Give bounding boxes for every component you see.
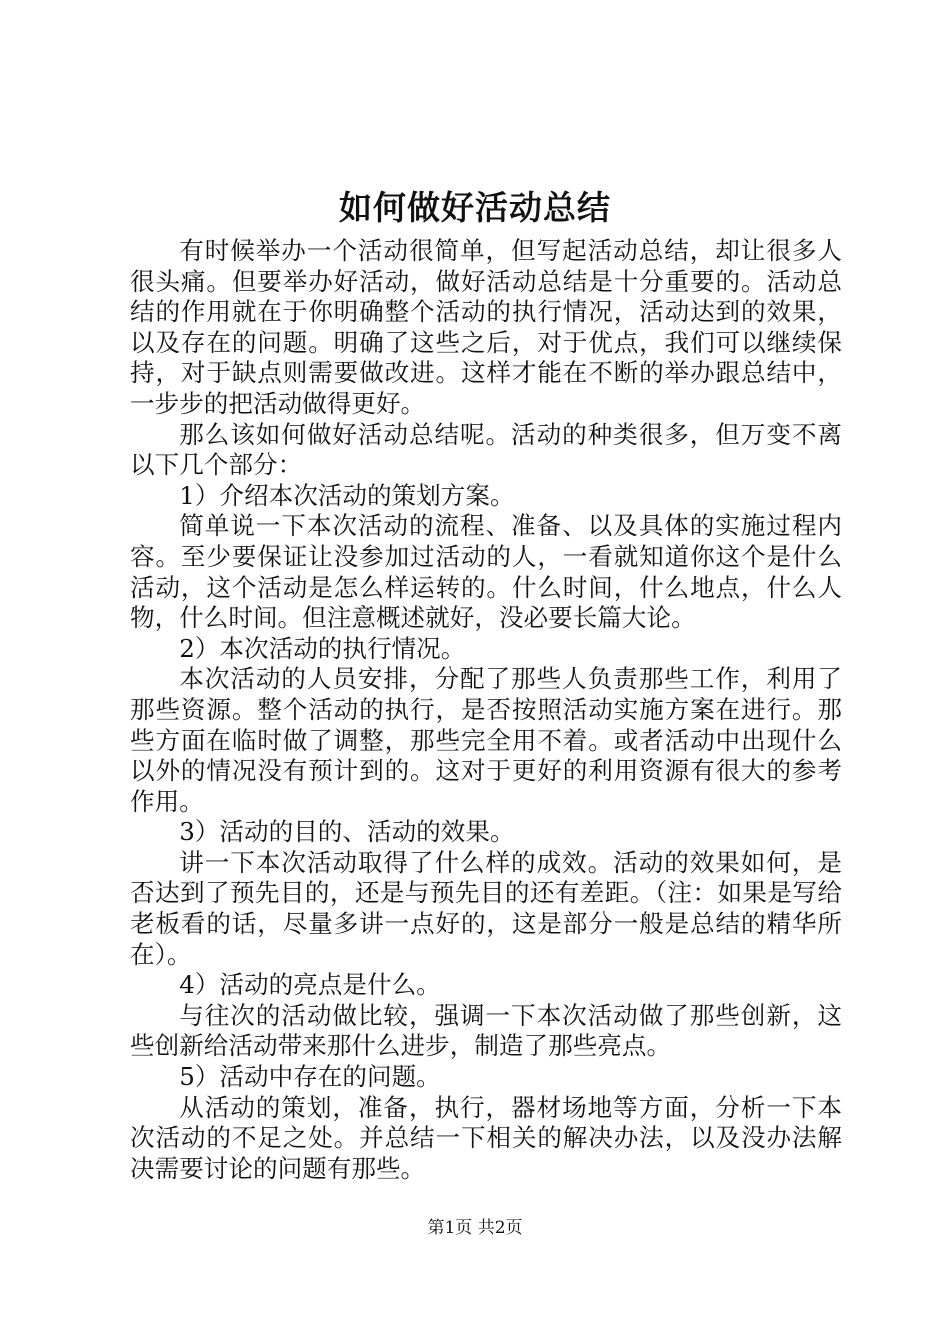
section-paragraph: 讲一下本次活动取得了什么样的成效。活动的效果如何，是否达到了预先目的，还是与预先目的还有差距。（注：如果是写给老板看的话，尽量多讲一点好的，这是部分一般是总结的精华所在）。 bbox=[130, 847, 842, 969]
document-body bbox=[130, 236, 842, 1184]
section-paragraph: 简单说一下本次活动的流程、准备、以及具体的实施过程内容。至少要保证让没参加过活动的人，一看就知道你这个是什么活动，这个活动是怎么样运转的。什么时间，什么地点，什么人物，什么时间。但注意概述就好，没必要长篇大论。 bbox=[130, 511, 842, 633]
page-footer: 第1页 共2页 bbox=[427, 1218, 523, 1238]
section-paragraph: 本次活动的人员安排，分配了那些人负责那些工作，利用了那些资源。整个活动的执行，是否按照活动实施方案在进行。那些方面在临时做了调整，那些完全用不着。或者活动中出现什么以外的情况没有预计到的。这对于更好的利用资源有很大的参考作用。 bbox=[130, 664, 842, 816]
section-heading: 5）活动中存在的问题。 bbox=[179, 1062, 441, 1092]
section-heading: 2）本次活动的执行情况。 bbox=[179, 633, 466, 663]
document-title: 如何做好活动总结 bbox=[339, 188, 611, 227]
overview-paragraph: 那么该如何做好活动总结呢。活动的种类很多，但万变不离以下几个部分： bbox=[130, 419, 842, 480]
intro-paragraph: 有时候举办一个活动很简单，但写起活动总结，却让很多人很头痛。但要举办好活动，做好活动总结是十分重要的。活动总结的作用就在于你明确整个活动的执行情况，活动达到的效果，以及存在的问题。明确了这些之后，对于优点，我们可以继续保持，对于缺点则需要做改进。这样才能在不断的举办跟总结中，一步步的把活动做得更好。 bbox=[130, 236, 842, 418]
section-heading: 3）活动的目的、活动的效果。 bbox=[179, 817, 515, 847]
section-heading: 1）介绍本次活动的策划方案。 bbox=[179, 480, 515, 510]
section-heading: 4）活动的亮点是什么。 bbox=[179, 970, 441, 1000]
section-paragraph: 与往次的活动做比较，强调一下本次活动做了那些创新，这些创新给活动带来那什么进步，制造了那些亮点。 bbox=[130, 1000, 842, 1061]
section-paragraph: 从活动的策划，准备，执行，器材场地等方面，分析一下本次活动的不足之处。并总结一下相关的解决办法，以及没办法解决需要讨论的问题有那些。 bbox=[130, 1092, 842, 1183]
